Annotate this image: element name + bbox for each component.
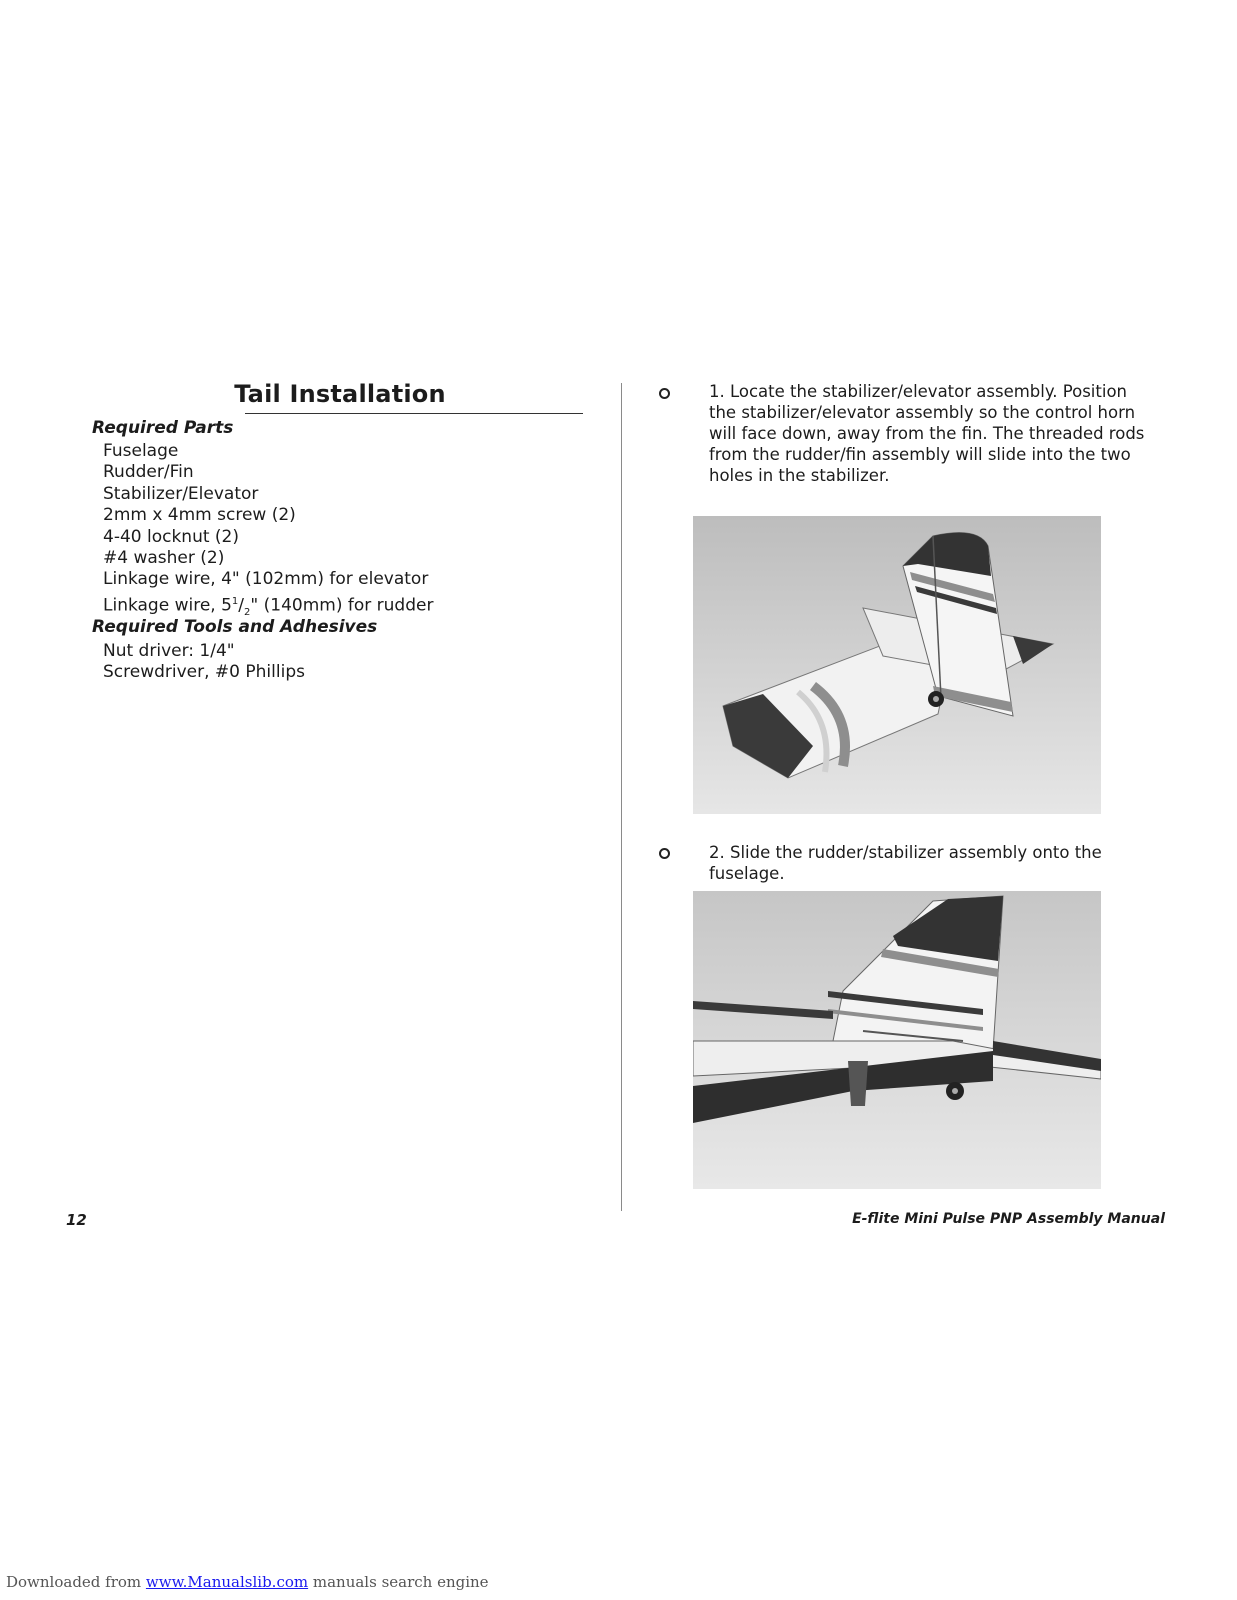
column-divider [621,383,622,1211]
fraction-denominator: 2 [244,606,251,618]
list-item: Nut driver: 1/4" [103,641,235,661]
list-item: Linkage wire, 4" (102mm) for elevator [103,569,429,590]
step-2-checkbox-icon[interactable] [659,848,670,859]
step-2-text: 2. Slide the rudder/stabilizer assembly onto the fuselage. [709,843,1102,883]
download-note [6,1573,489,1591]
required-parts-heading: Required Parts [92,418,234,438]
list-item: #4 washer (2) [103,548,225,569]
download-suffix: manuals search engine [308,1573,489,1591]
step-1-text: 1. Locate the stabilizer/elevator assembly. Position the stabilizer/elevator assembly so the control horn will face down, away from the fin. The threaded rods from the rudder/fin assembly will slide into the two holes in the stabilizer. [709,382,1145,485]
manual-title: E-flite Mini Pulse PNP Assembly Manual [852,1211,1165,1227]
required-parts-list [103,441,433,623]
fuselage-illustration [693,891,1101,1189]
list-item: Screwdriver, #0 Phillips [103,662,305,683]
list-item: Rudder/Fin [103,462,194,483]
list-item: 2mm x 4mm screw (2) [103,505,296,526]
wire-label-suffix: " (140mm) for rudder [250,595,434,616]
required-tools-heading: Required Tools and Adhesives [92,617,378,637]
list-item: Stabilizer/Elevator [103,483,259,504]
stabilizer-illustration [693,516,1101,814]
required-tools-list [103,641,305,684]
page-title: Tail Installation [234,380,446,408]
step-1-checkbox-icon[interactable] [659,388,670,399]
manualslib-link[interactable]: www.Manualslib.com [145,1573,309,1591]
download-prefix: Downloaded from [6,1573,146,1591]
wire-label-prefix: Linkage wire, 5 [103,595,232,616]
list-item: Fuselage [103,441,179,461]
list-item: 4-40 locknut (2) [103,526,239,547]
fuselage-photo [693,891,1101,1189]
title-underline [245,413,583,414]
page-number: 12 [66,1211,87,1229]
stabilizer-photo [693,516,1101,814]
fraction-numerator: 1 [231,595,239,607]
list-item: Linkage wire, $5^1/_2$" (140mm) for rudder [103,595,434,618]
